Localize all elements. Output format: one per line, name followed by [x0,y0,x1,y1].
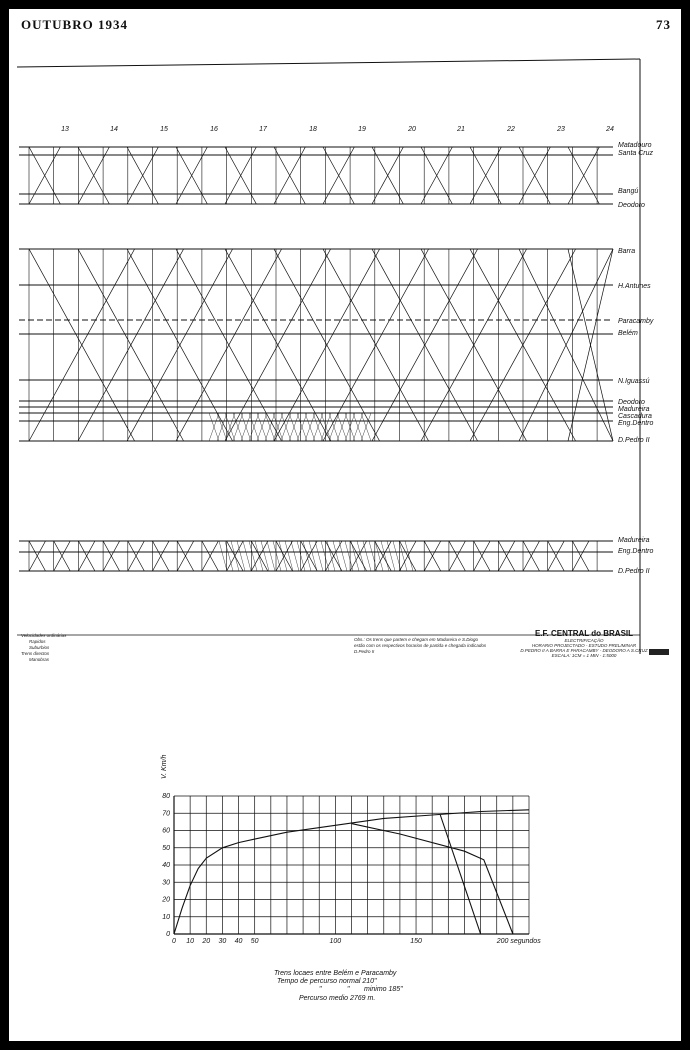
y-tick-label: 10 [162,913,170,921]
legend-line: Suburbios [29,645,50,650]
obs-note: estão com os respectivos horarios de partida e chegada indicados [354,643,487,648]
x-tick-label: 50 [250,938,259,945]
x-tick-label: 30 [218,938,227,945]
y-tick-label: 60 [162,827,170,835]
timetable-panel-suburban [19,541,613,571]
hour-label: 21 [457,126,465,133]
title-block [520,629,669,658]
y-tick-label: 40 [162,862,170,869]
y-tick-label: 80 [162,793,170,800]
caption-ditto: " [319,986,322,993]
hour-label: 16 [210,126,218,133]
station-labels [618,142,654,575]
y-tick-label: 20 [162,896,170,904]
title-block-sub: ESCALA: 1CM = 1 MIN - 1:5000 [551,653,617,658]
x-tick-label: 20 [202,938,211,945]
y-tick-label: 30 [162,879,170,887]
hour-label: 17 [259,126,267,133]
title-block-sub: HORARIO PROJECTADO - ESTUDO PRELIMINAR [531,643,637,648]
hour-label: 18 [309,126,317,133]
hour-label: 23 [557,126,565,133]
page-number: 73 [656,17,671,32]
x-tick-label: 100 [329,938,342,945]
y-tick-label: 0 [166,931,170,938]
timetable-panel-paracamby [19,249,613,441]
station-label: Madureira [618,537,650,544]
speed-curve [440,815,480,934]
legend-line: Manobras [29,657,50,662]
station-label: D.Pedro II [618,568,650,575]
hour-label: 20 [408,126,416,133]
hour-label: 19 [358,126,366,133]
speed-curve [174,810,529,934]
legend-block [21,633,487,662]
caption-line: Trens locaes entre Belém e Paracamby [274,970,397,977]
title-block-sub: ELECTRIFICAÇÃO [564,638,604,643]
station-label: Paracamby [618,318,654,325]
document-page [9,9,681,1041]
station-label: D.Pedro II [618,437,650,444]
hour-label: 13 [61,126,69,133]
hour-label: 14 [110,126,118,133]
station-label: Belém [618,330,638,337]
title-block-sub: D.PEDRO II A BARRA E PARACAMBY - DEODORO A S.CRUZ [520,648,648,653]
station-label: Santa Cruz [618,150,654,157]
y-axis-label: V. Km/h [161,754,168,779]
chart-caption [274,970,403,1002]
caption-line: Percurso medio 2769 m. [299,995,376,1002]
caption-line: minimo 185" [364,986,403,993]
hour-label: 15 [160,126,168,133]
x-tick-label: 40 [234,938,243,945]
station-label: N.Iguassú [618,378,650,385]
station-label: Eng.Dentro [618,420,654,427]
caption-line: Tempo de percurso normal 210" [277,978,377,985]
station-label: Barra [618,248,636,255]
speed-curve [352,824,513,934]
stamp-mark [649,649,669,655]
station-label: Deodoro [618,202,645,209]
station-label: Deodoro [618,399,645,406]
station-label: Eng.Dentro [618,548,654,555]
hour-label: 24 [606,126,614,133]
caption-ditto: " [347,986,350,993]
hour-axis-labels [61,126,614,133]
y-tick-label: 50 [162,844,170,852]
timetable-panel-santa-cruz [19,147,613,204]
train-timetable-diagram [9,9,681,669]
legend-line: Trens directos [21,651,50,656]
station-label: Madureira [618,406,650,413]
hour-label: 22 [507,126,515,133]
page-header-month: OUTUBRO 1934 [21,17,128,32]
title-block-title: E.F. CENTRAL do BRASIL [534,629,634,638]
station-label: Bangú [618,188,639,195]
obs-note: D.Pedro II [354,649,375,654]
y-tick-label: 70 [162,810,170,818]
station-label: H.Antunes [618,283,651,290]
x-tick-label: 150 [410,938,422,945]
legend-line: Velocidades ordinárias [21,633,67,638]
obs-note: Obs.: Os trens que partem e chegam em Madureira e S.Diogo [354,637,479,642]
x-tick-label: 0 [172,938,176,945]
x-tick-label: 10 [186,938,195,945]
legend-line: Rapidos [29,639,46,644]
x-tick-label: 200 segundos [496,938,541,945]
station-label: Matadouro [618,142,652,149]
station-label: Cascadura [618,413,652,420]
